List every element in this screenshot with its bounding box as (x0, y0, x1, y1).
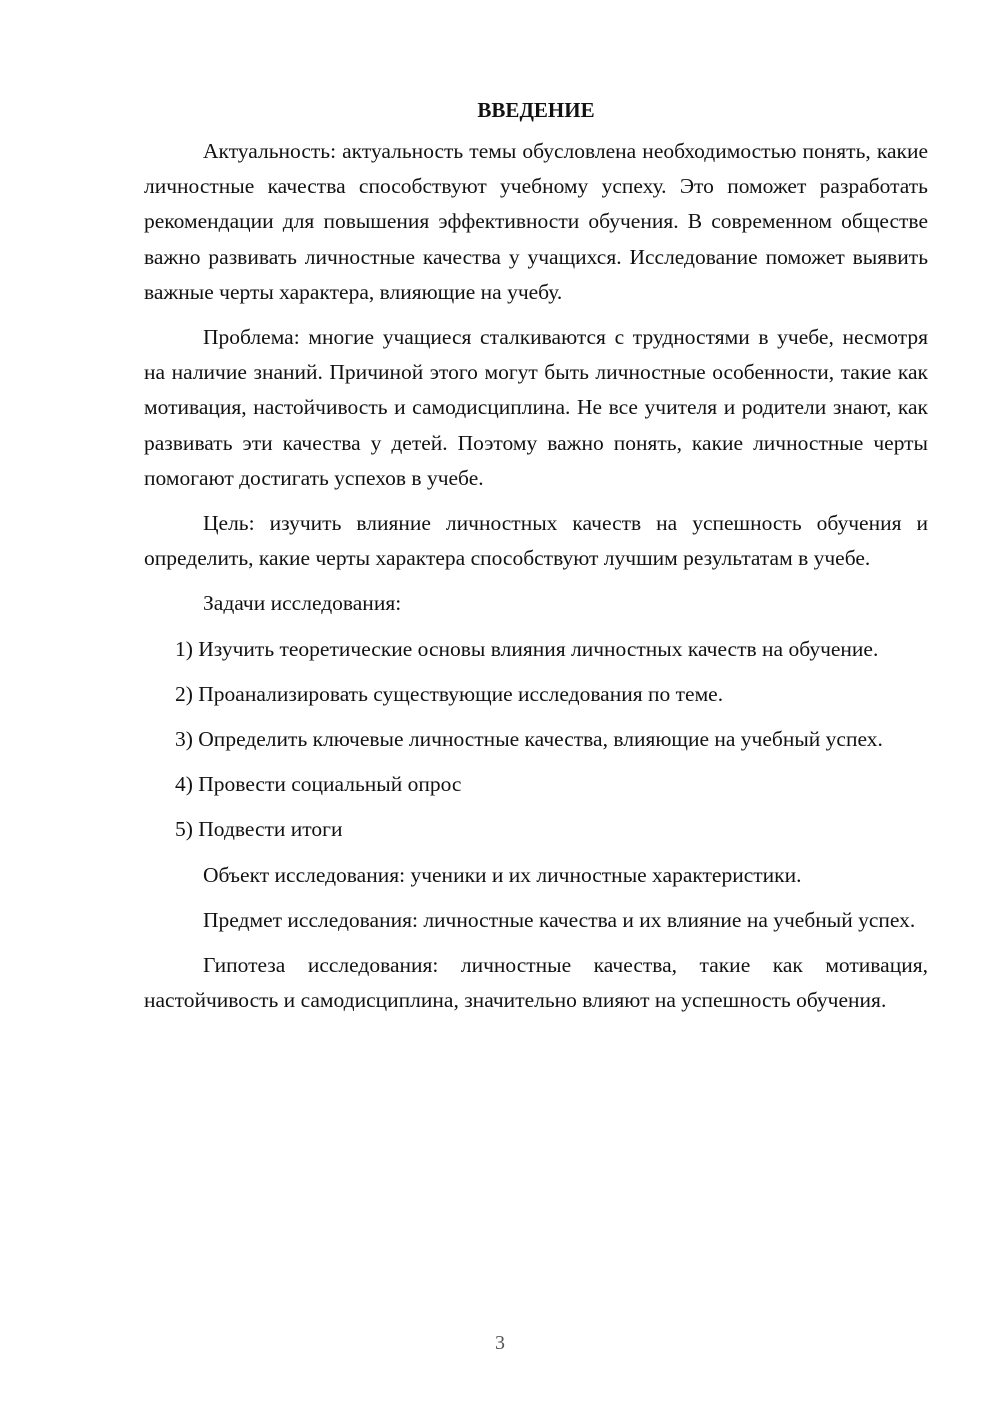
task-item-5: 5) Подвести итоги (175, 817, 343, 842)
paragraph-goal: Цель: изучить влияние личностных качеств на успешность обучения и определить, какие черты характера способствуют лучшим результатам в учебе. (144, 511, 928, 571)
paragraph-problem: Проблема: многие учащиеся сталкиваются с трудностями в учебе, несмотря на наличие знаний. Причиной этого могут быть личностные особенности, такие как мотивация, настойчивость и самодисциплина. Не все учителя и родители знают, как развивать эти качества у детей. Поэтому важно понять, какие личностные черты помогают достигать успехов в учебе. (144, 325, 928, 490)
page-title: ВВЕДЕНИЕ (477, 98, 595, 122)
task-item-3: 3) Определить ключевые личностные качества, влияющие на учебный успех. (175, 727, 883, 752)
paragraph-subject: Предмет исследования: личностные качества и их влияние на учебный успех. (203, 907, 916, 932)
paragraph-relevance: Актуальность: актуальность темы обусловлена необходимостью понять, какие личностные качества способствуют учебному успеху. Это поможет разработать рекомендации для повышения эффективности обучения. В современном обществе важно развивать личностные качества у учащихся. Исследование поможет выявить важные черты характера, влияющие на учебу. (144, 139, 928, 304)
paragraph-tasks-heading: Задачи исследования: (203, 591, 402, 616)
page-content (144, 94, 928, 1018)
task-item-1: 1) Изучить теоретические основы влияния личностных качеств на обучение. (175, 636, 879, 661)
task-item-2: 2) Проанализировать существующие исследования по теме. (175, 681, 724, 706)
paragraph-object: Объект исследования: ученики и их личностные характеристики. (203, 862, 802, 887)
paragraph-hypothesis: Гипотеза исследования: личностные качества, такие как мотивация, настойчивость и самодисциплина, значительно влияют на успешность обучения. (144, 953, 928, 1013)
page-number: 3 (495, 1332, 505, 1354)
task-item-4: 4) Провести социальный опрос (175, 772, 462, 797)
